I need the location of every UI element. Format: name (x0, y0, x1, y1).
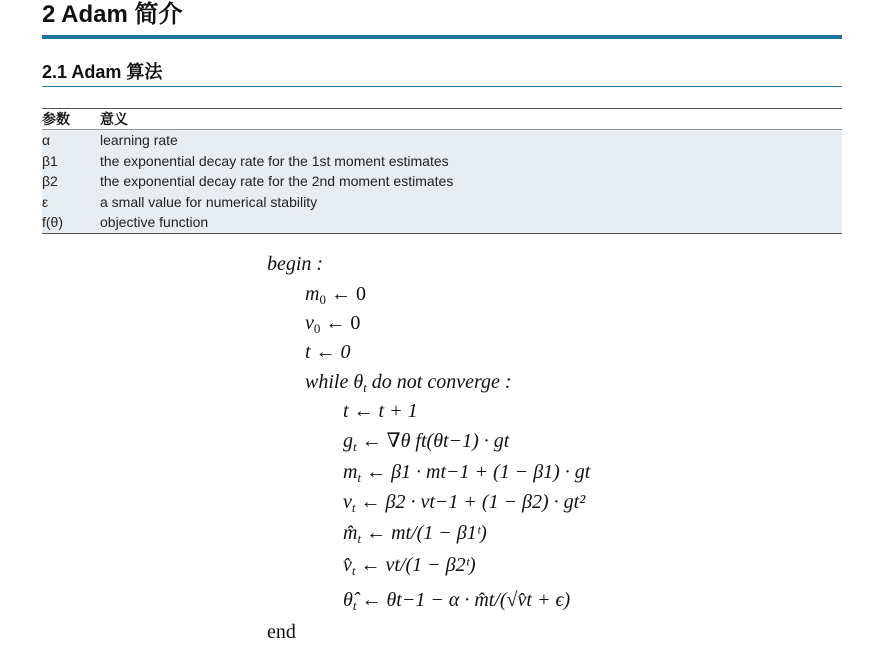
column-header-meaning: 意义 (100, 109, 842, 130)
step-theta-line (343, 588, 570, 618)
init-m-rhs: ← 0 (325, 283, 366, 305)
param-meaning: the exponential decay rate for the 1st moment estimates (100, 151, 842, 172)
step-mhat-rhs: ← mt/(1 − β1ᵗ) (361, 522, 487, 544)
step-mhat-sub: t (357, 531, 362, 546)
while-sub: t (363, 380, 367, 395)
step-g-rhs: ← ∇θ ft(θt−1) · gt (356, 430, 510, 452)
step-mhat-line (343, 521, 487, 551)
step-mhat-lhs: m̂ (343, 522, 358, 544)
step-v-rhs: ← β2 · vt−1 + (1 − β2) · gt² (355, 491, 586, 513)
step-g-lhs: g (343, 430, 353, 452)
step-theta-sub: t (352, 598, 357, 613)
step-g-sub: t (353, 439, 357, 454)
param-symbol: β2 (42, 171, 100, 192)
step-v-line (343, 490, 585, 520)
init-m-line (305, 282, 366, 312)
section-heading: 2 Adam 简介 (42, 0, 842, 39)
init-v-var: v (305, 312, 314, 334)
algorithm-end: end (267, 621, 296, 643)
step-vhat-sub: t (351, 563, 356, 578)
step-m-rhs: ← β1 · mt−1 + (1 − β1) · gt (361, 461, 591, 483)
param-symbol: f(θ) (42, 212, 100, 233)
init-v-line (305, 311, 360, 341)
step-v-sub: t (351, 500, 356, 515)
init-v-rhs: ← 0 (320, 312, 361, 334)
init-m-var: m (305, 283, 320, 305)
init-m-sub: 0 (319, 292, 326, 307)
param-symbol: β1 (42, 151, 100, 172)
init-t-line: t ← 0 (305, 341, 351, 363)
step-vhat-rhs: ← vt/(1 − β2ᵗ) (355, 554, 476, 576)
param-meaning: objective function (100, 212, 842, 233)
subsection-heading: 2.1 Adam 算法 (42, 60, 842, 87)
algorithm-begin: begin : (267, 253, 324, 275)
step-v-lhs: v (343, 491, 352, 513)
while-pre: while θ (305, 371, 364, 393)
param-symbol: α (42, 130, 100, 151)
step-vhat-lhs: v̂ (343, 554, 352, 576)
init-v-sub: 0 (313, 321, 321, 336)
step-m-lhs: m (343, 461, 358, 483)
param-meaning: the exponential decay rate for the 2nd moment estimates (100, 171, 842, 192)
step-m-line (343, 460, 590, 490)
step-m-sub: t (357, 470, 362, 485)
step-theta-lhs: θ̂ (343, 589, 353, 611)
step-vhat-line (343, 553, 476, 583)
param-meaning: learning rate (100, 130, 842, 151)
param-meaning: a small value for numerical stability (100, 192, 842, 213)
while-line (305, 370, 512, 400)
step-g-line (343, 429, 509, 459)
step-t-line: t ← t + 1 (343, 400, 418, 422)
while-post: do not converge : (366, 371, 512, 393)
step-theta-rhs: ← θt−1 − α · m̂t/(√v̂t + ϵ) (356, 589, 571, 611)
param-symbol: ε (42, 192, 100, 213)
column-header-param: 参数 (42, 109, 100, 130)
